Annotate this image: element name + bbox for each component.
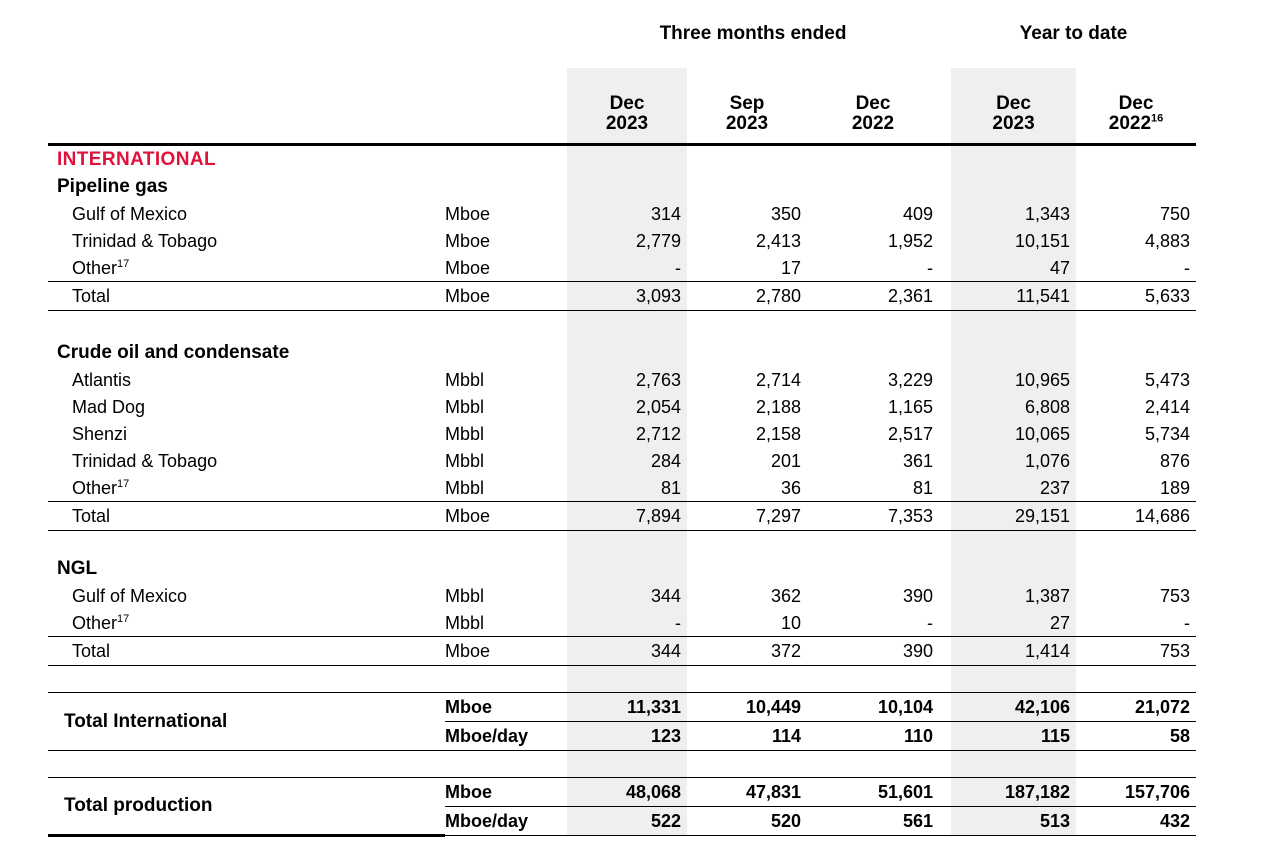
spacer-cell xyxy=(951,555,1076,582)
value-cell: 6,808 xyxy=(951,393,1076,420)
spacer-cell xyxy=(807,145,939,174)
value-cell: 81 xyxy=(912,477,934,498)
row-label: Shenzi xyxy=(72,423,128,444)
table-row xyxy=(48,502,1196,531)
value-cell: 2,054 xyxy=(567,393,687,420)
value-cell: 189 xyxy=(1159,477,1191,498)
row-label: Other$^{17}$ xyxy=(72,257,130,278)
total-row-label: Total xyxy=(48,282,445,311)
value-cell: 513 xyxy=(951,807,1076,836)
spacer-cell xyxy=(939,722,951,751)
value-cell: 2,780 xyxy=(687,282,807,311)
unit-cell: Mbbl xyxy=(445,369,485,390)
value-cell: 362 xyxy=(770,585,801,606)
value-cell: 372 xyxy=(687,637,807,666)
value-cell: 10,151 xyxy=(951,227,1076,254)
value-cell: - xyxy=(1184,612,1191,633)
value-cell: 4,883 xyxy=(1144,230,1191,251)
spacer-cell xyxy=(48,18,445,68)
unit-cell: Mbbl xyxy=(445,477,485,498)
spacer-cell xyxy=(687,555,807,582)
value-cell: 7,353 xyxy=(807,502,939,531)
value-cell: 5,473 xyxy=(1144,369,1191,390)
value-cell: 5,633 xyxy=(1076,282,1196,311)
value-cell: 2,779 xyxy=(567,227,687,254)
col-header-dec-2022-ytd: Dec 2022$^{16}$ xyxy=(1076,68,1196,145)
spacer-cell xyxy=(687,145,807,174)
value-cell: 51,601 xyxy=(807,778,939,807)
table-row xyxy=(48,227,1196,254)
spacer-cell xyxy=(1076,173,1196,200)
spacer-row xyxy=(48,751,1196,778)
value-cell: 2,763 xyxy=(567,366,687,393)
value-cell: - xyxy=(567,254,687,282)
spacer-row xyxy=(48,531,1196,556)
value-cell: 1,343 xyxy=(951,200,1076,227)
spacer-cell xyxy=(48,68,445,145)
total-row-label: Total xyxy=(48,502,445,531)
spacer-cell xyxy=(1076,145,1196,174)
value-cell: 10,449 xyxy=(687,693,807,722)
value-cell: 5,734 xyxy=(1144,423,1191,444)
value-cell: 10,965 xyxy=(951,366,1076,393)
spacer-cell xyxy=(939,254,951,282)
value-cell: 110 xyxy=(807,722,939,751)
value-cell: 7,894 xyxy=(567,502,687,531)
value-cell: 237 xyxy=(951,474,1076,502)
value-cell: 344 xyxy=(567,637,687,666)
row-label: Trinidad & Tobago xyxy=(72,230,218,251)
value-cell: 157,706 xyxy=(1076,778,1196,807)
table-row xyxy=(48,68,1196,145)
spacer-cell xyxy=(939,68,951,145)
spacer-cell xyxy=(807,173,939,200)
spacer-cell xyxy=(939,227,951,254)
value-cell: 2,517 xyxy=(887,423,934,444)
footnote-ref: 17 xyxy=(117,257,130,270)
spacer-cell xyxy=(939,393,951,420)
value-cell: 2,714 xyxy=(755,369,801,390)
value-cell: 11,331 xyxy=(567,693,687,722)
value-cell: 58 xyxy=(1076,722,1196,751)
col-header-dec-2023-ytd: Dec 2023 xyxy=(951,68,1076,145)
table-row xyxy=(48,420,1196,447)
value-cell: 1,414 xyxy=(951,637,1076,666)
value-cell: 187,182 xyxy=(951,778,1076,807)
unit-cell: Mboe xyxy=(445,693,567,722)
value-cell: 10,065 xyxy=(951,420,1076,447)
spacer-cell xyxy=(445,68,567,145)
spacer-cell xyxy=(939,502,951,531)
value-cell: 753 xyxy=(1076,637,1196,666)
value-cell: 201 xyxy=(770,450,801,471)
spacer-cell xyxy=(567,173,687,200)
value-cell: - xyxy=(927,612,934,633)
production-table xyxy=(48,18,1196,837)
spacer-cell xyxy=(939,582,951,609)
spacer-cell xyxy=(951,145,1076,174)
spacer-cell xyxy=(445,555,567,582)
group-header-three-months: Three months ended xyxy=(659,23,847,44)
value-cell: 750 xyxy=(1159,203,1191,224)
spacer-cell xyxy=(445,173,567,200)
spacer-cell xyxy=(445,145,567,174)
value-cell: 876 xyxy=(1159,450,1191,471)
spacer-cell xyxy=(445,18,567,68)
spacer-cell xyxy=(567,339,687,366)
value-cell: 561 xyxy=(807,807,939,836)
value-cell: 520 xyxy=(687,807,807,836)
value-cell: 2,158 xyxy=(755,423,801,444)
spacer-cell xyxy=(687,339,807,366)
table-row xyxy=(48,447,1196,474)
unit-cell: Mboe xyxy=(445,778,567,807)
value-cell: 14,686 xyxy=(1076,502,1196,531)
summary-label-total-international: Total International xyxy=(48,693,445,751)
value-cell: 350 xyxy=(770,203,801,224)
spacer-cell xyxy=(939,637,951,666)
spacer-cell xyxy=(807,555,939,582)
col-header-dec-2022-q: Dec 2022 xyxy=(807,68,939,145)
spacer-cell xyxy=(939,366,951,393)
table-row xyxy=(48,18,1196,68)
row-label: Gulf of Mexico xyxy=(72,585,188,606)
table-row xyxy=(48,200,1196,227)
value-cell: 17 xyxy=(780,257,801,278)
unit-cell: Mboe xyxy=(445,203,491,224)
footnote-ref: 17 xyxy=(117,477,130,490)
row-label: Other$^{17}$ xyxy=(72,477,130,498)
value-cell: 7,297 xyxy=(687,502,807,531)
unit-cell: Mbbl xyxy=(445,396,485,417)
value-cell: 42,106 xyxy=(951,693,1076,722)
table-row xyxy=(48,282,1196,311)
spacer-cell xyxy=(1076,339,1196,366)
spacer-cell xyxy=(939,145,951,174)
spacer-cell xyxy=(939,447,951,474)
table-row xyxy=(48,173,1196,200)
table-row xyxy=(48,609,1196,637)
spacer-cell xyxy=(939,420,951,447)
value-cell: 29,151 xyxy=(951,502,1076,531)
value-cell: 284 xyxy=(567,447,687,474)
spacer-cell xyxy=(939,807,951,836)
unit-cell: Mboe/day xyxy=(445,807,567,836)
value-cell: 47,831 xyxy=(687,778,807,807)
section-title-pipeline-gas: Pipeline gas xyxy=(57,175,168,197)
value-cell: 36 xyxy=(780,477,801,498)
value-cell: - xyxy=(567,609,687,637)
value-cell: 432 xyxy=(1076,807,1196,836)
total-row-label: Total xyxy=(48,637,445,666)
value-cell: 2,188 xyxy=(755,396,801,417)
spacer-cell xyxy=(445,339,567,366)
value-cell: - xyxy=(927,257,934,278)
value-cell: - xyxy=(1184,257,1191,278)
value-cell: 1,952 xyxy=(887,230,934,251)
table-row xyxy=(48,693,1196,722)
row-label: Atlantis xyxy=(72,369,132,390)
row-label: Mad Dog xyxy=(72,396,146,417)
value-cell: 522 xyxy=(567,807,687,836)
table-row xyxy=(48,555,1196,582)
table-row xyxy=(48,778,1196,807)
unit-cell: Mboe xyxy=(445,282,567,311)
spacer-row xyxy=(48,311,1196,340)
spacer-cell xyxy=(939,282,951,311)
table-row xyxy=(48,582,1196,609)
spacer-cell xyxy=(939,173,951,200)
row-label: Gulf of Mexico xyxy=(72,203,188,224)
footnote-ref: 17 xyxy=(117,612,130,625)
value-cell: 2,361 xyxy=(807,282,939,311)
spacer-cell xyxy=(951,339,1076,366)
unit-cell: Mboe xyxy=(445,230,491,251)
value-cell: 27 xyxy=(951,609,1076,637)
row-label: Other$^{17}$ xyxy=(72,612,130,633)
row-label: Trinidad & Tobago xyxy=(72,450,218,471)
group-header-year-to-date: Year to date xyxy=(1019,23,1128,44)
production-table-container xyxy=(48,18,1196,837)
value-cell: 2,414 xyxy=(1144,396,1191,417)
value-cell: 1,165 xyxy=(887,396,934,417)
spacer-cell xyxy=(1076,555,1196,582)
table-row xyxy=(48,393,1196,420)
value-cell: 21,072 xyxy=(1076,693,1196,722)
unit-cell: Mbbl xyxy=(445,612,485,633)
section-title-ngl: NGL xyxy=(57,557,98,579)
spacer-cell xyxy=(687,173,807,200)
value-cell: 81 xyxy=(567,474,687,502)
spacer-cell xyxy=(939,200,951,227)
spacer-cell xyxy=(939,474,951,502)
unit-cell: Mbbl xyxy=(445,585,485,606)
value-cell: 753 xyxy=(1159,585,1191,606)
spacer-cell xyxy=(939,693,951,722)
value-cell: 48,068 xyxy=(567,778,687,807)
value-cell: 123 xyxy=(567,722,687,751)
value-cell: 3,093 xyxy=(567,282,687,311)
value-cell: 10,104 xyxy=(807,693,939,722)
spacer-cell xyxy=(567,145,687,174)
value-cell: 3,229 xyxy=(887,369,934,390)
spacer-cell xyxy=(939,18,951,68)
unit-cell: Mboe xyxy=(445,502,567,531)
region-title: INTERNATIONAL xyxy=(57,148,216,170)
value-cell: 409 xyxy=(902,203,934,224)
unit-cell: Mbbl xyxy=(445,450,485,471)
unit-cell: Mboe/day xyxy=(445,722,567,751)
value-cell: 11,541 xyxy=(951,282,1076,311)
table-row xyxy=(48,339,1196,366)
table-row xyxy=(48,637,1196,666)
value-cell: 115 xyxy=(951,722,1076,751)
spacer-cell xyxy=(567,555,687,582)
spacer-cell xyxy=(939,609,951,637)
col-header-sep-2023-q: Sep 2023 xyxy=(687,68,807,145)
value-cell: 344 xyxy=(567,582,687,609)
summary-label-total-production: Total production xyxy=(48,778,445,836)
value-cell: 47 xyxy=(951,254,1076,282)
unit-cell: Mboe xyxy=(445,257,491,278)
value-cell: 2,712 xyxy=(567,420,687,447)
value-cell: 114 xyxy=(687,722,807,751)
value-cell: 314 xyxy=(567,200,687,227)
table-row xyxy=(48,145,1196,174)
footnote-ref: 16 xyxy=(1151,112,1164,125)
value-cell: 361 xyxy=(902,450,934,471)
table-row xyxy=(48,366,1196,393)
value-cell: 390 xyxy=(807,637,939,666)
value-cell: 390 xyxy=(902,585,934,606)
spacer-cell xyxy=(951,173,1076,200)
spacer-cell xyxy=(807,339,939,366)
spacer-cell xyxy=(939,555,951,582)
value-cell: 10 xyxy=(780,612,801,633)
col-header-dec-2023-q: Dec 2023 xyxy=(567,68,687,145)
value-cell: 2,413 xyxy=(755,230,801,251)
spacer-cell xyxy=(939,339,951,366)
section-title-crude-oil: Crude oil and condensate xyxy=(57,341,290,363)
unit-cell: Mboe xyxy=(445,637,567,666)
unit-cell: Mbbl xyxy=(445,423,485,444)
table-row xyxy=(48,254,1196,282)
value-cell: 1,076 xyxy=(951,447,1076,474)
value-cell: 1,387 xyxy=(951,582,1076,609)
spacer-cell xyxy=(939,778,951,807)
spacer-row xyxy=(48,666,1196,693)
table-row xyxy=(48,474,1196,502)
